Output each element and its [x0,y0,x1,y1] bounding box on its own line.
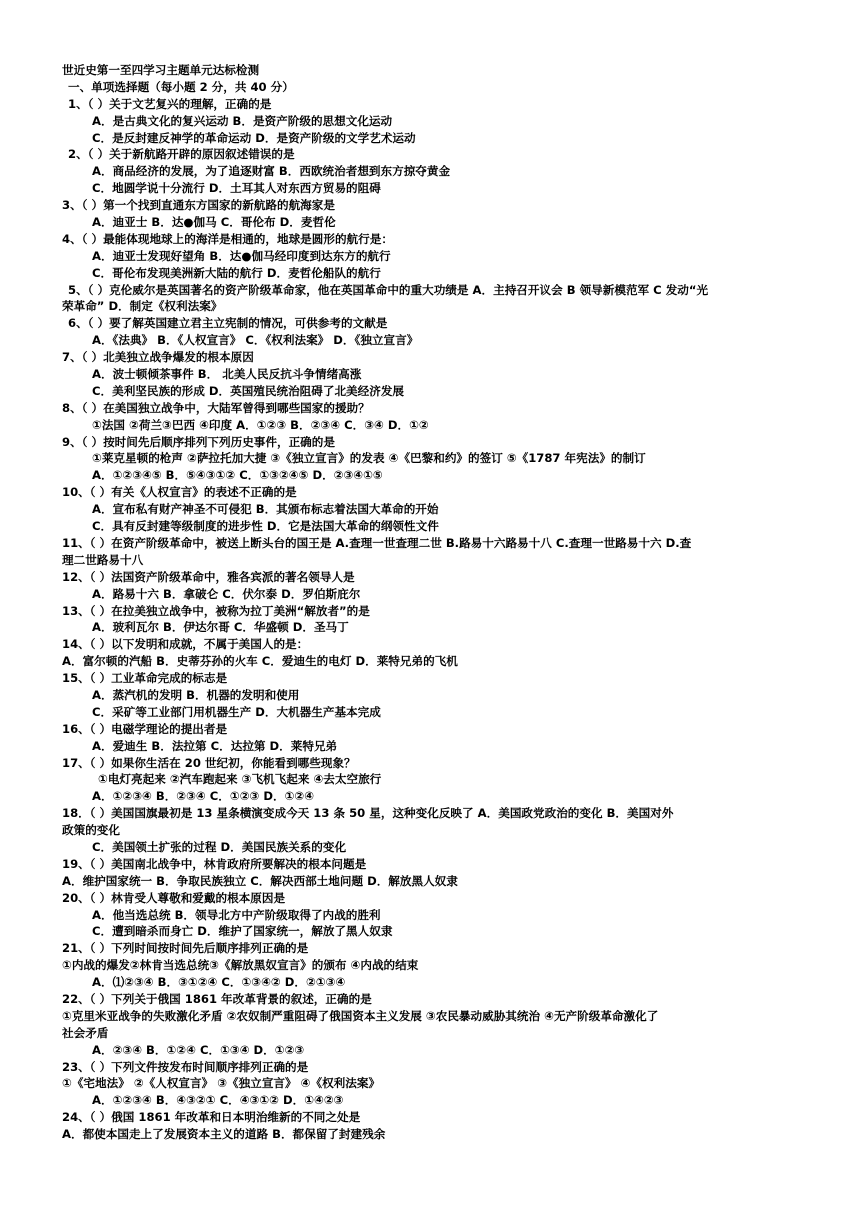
question-line: A．①②③④ B．④③②① C．④③①② D．①④②③ [92,1093,344,1108]
question-line: 政策的变化 [62,823,120,838]
question-line: A．②③④ B．①②④ C．①③④ D．①②③ [92,1042,305,1057]
question-line: 22、（ ）下列关于俄国 1861 年改革背景的叙述，正确的是 [62,991,372,1006]
question-line: 12、（ ）法国资产阶级革命中，雅各宾派的著名领导人是 [62,569,355,584]
question-line: 18．（ ）美国国旗最初是 13 星条横演变成今天 13 条 50 星，这种变化反映了 A．美国政党政治的变化 B．美国对外 [62,806,674,821]
question-line: A．⑴②③④ B．③①②④ C．①③④② D．②①③④ [92,975,346,990]
question-line: 理二世路易十八 [62,552,144,567]
question-line: 23、（ ）下列文件按发布时间顺序排列正确的是 [62,1059,309,1074]
question-line: 荣革命” D．制定《权利法案》 [62,299,223,314]
question-line: ①法国 ②荷兰③巴西 ④印度 A．①②③ B．②③④ C．③④ D．①② [92,417,429,432]
question-line: C．美利坚民族的形成 D．英国殖民统治阻碍了北美经济发展 [92,383,405,398]
question-line: C．地圆学说十分流行 D．土耳其人对东西方贸易的阻碍 [92,181,381,196]
question-line: 9、（ ）按时间先后顺序排列下列历史事件，正确的是 [62,434,335,449]
question-line: ①《宅地法》 ②《人权宣言》 ③《独立宣言》 ④《权利法案》 [62,1076,381,1091]
question-line: 6、（ ）要了解英国建立君主立宪制的情况，可供参考的文献是 [68,316,388,331]
question-line: 4、（ ）最能体现地球上的海洋是相通的，地球是圆形的航行是： [62,231,393,246]
question-line: C．遭到暗杀而身亡 D．维护了国家统一，解放了黑人奴隶 [92,924,393,939]
document-title: 世近史第一至四学习主题单元达标检测 [62,63,260,77]
question-line: A．爱迪生 B．法拉第 C．达拉第 D．莱特兄弟 [92,738,338,753]
question-line: 15、（ ）工业革命完成的标志是 [62,671,228,686]
question-line: 1、（ ）关于文艺复兴的理解，正确的是 [68,96,272,111]
question-line: A．富尔顿的汽船 B．史蒂芬孙的火车 C．爱迪生的电灯 D．莱特兄弟的飞机 [62,654,458,669]
question-line: 21、（ ）下列时间按时间先后顺序排列正确的是 [62,941,309,956]
question-line: 20、（ ）林肯受人尊敬和爱戴的根本原因是 [62,890,286,905]
question-line: 17、（ ）如果你生活在 20 世纪初，你能看到哪些现象？ [62,755,356,770]
question-line: C．是反封建反神学的革命运动 D．是资产阶级的文学艺术运动 [92,130,416,145]
question-line: ①克里米亚战争的失败激化矛盾 ②农奴制严重阻碍了俄国资本主义发展 ③农民暴动威胁其统治 ④无产阶级革命激化了 [62,1008,659,1023]
question-line: C．采矿等工业部门用机器生产 D．大机器生产基本完成 [92,704,381,719]
section-heading: 一、单项选择题（每小题 2 分，共 40 分） [68,79,294,94]
question-line: A．蒸汽机的发明 B．机器的发明和使用 [92,687,300,702]
question-line: A．波士顿倾茶事件 B． 北美人民反抗斗争情绪高涨 [92,367,362,382]
question-line: A．是古典文化的复兴运动 B．是资产阶级的思想文化运动 [92,113,393,128]
question-line: A．路易十六 B．拿破仑 C．伏尔泰 D．罗伯斯庇尔 [92,586,361,601]
question-line: A．迪亚士发现好望角 B．达●伽马经印度到达东方的航行 [92,248,391,263]
question-line: A．①②③④⑤ B．⑤④③①② C．①③②④⑤ D．②③④①⑤ [92,468,383,483]
question-line: 2、（ ）关于新航路开辟的原因叙述错误的是 [68,147,295,162]
question-line: A．宣布私有财产神圣不可侵犯 B．其颁布标志着法国大革命的开始 [92,502,439,517]
question-line: C．哥伦布发现美洲新大陆的航行 D．麦哲伦船队的航行 [92,265,381,280]
question-line: 13、（ ）在拉美独立战争中，被称为拉丁美洲“解放者”的是 [62,603,370,618]
question-line: C．具有反封建等级制度的进步性 D．它是法国大革命的纲领性文件 [92,519,439,534]
question-line: 19、（ ）美国南北战争中，林肯政府所要解决的根本问题是 [62,856,367,871]
question-line: 社会矛盾 [62,1025,109,1040]
question-line: ①电灯亮起来 ②汽车跑起来 ③飞机飞起来 ④去太空旅行 [98,772,382,787]
question-line: A．他当选总统 B．领导北方中产阶级取得了内战的胜利 [92,907,381,922]
question-line: A．商品经济的发展，为了追逐财富 B．西欧统治者想到东方掠夺黄金 [92,164,451,179]
question-line: A．维护国家统一 B．争取民族独立 C．解决西部土地问题 D．解放黑人奴隶 [62,873,458,888]
question-line: 8、（ ）在美国独立战争中，大陆军曾得到哪些国家的援助？ [62,400,370,415]
question-line: ①莱克星顿的枪声 ②萨拉托加大捷 ③《独立宣言》的发表 ④《巴黎和约》的签订 ⑤《1787 年宪法》的制订 [92,451,646,466]
question-line: A．《法典》 B．《人权宣言》 C．《权利法案》 D．《独立宣言》 [92,333,419,348]
question-line: 11、（ ）在资产阶级革命中，被送上断头台的国王是 A.查理一世查理二世 B.路易十六路易十八 C.查理一世路易十六 D.查 [62,535,692,550]
question-line: ①内战的爆发②林肯当选总统③《解放黑奴宣言》的颁布 ④内战的结束 [62,958,419,973]
question-line: 10、（ ）有关《人权宣言》的表述不正确的是 [62,485,297,500]
question-line: 16、（ ）电磁学理论的提出者是 [62,721,228,736]
question-line: A．迪亚士 B．达●伽马 C．哥伦布 D．麦哲伦 [92,215,336,230]
question-line: 3、（ ）第一个找到直通东方国家的新航路的航海家是 [62,198,335,213]
question-line: A．都使本国走上了发展资本主义的道路 B．都保留了封建残余 [62,1127,386,1142]
question-line: A．①②③④ B．②③④ C．①②③ D．①②④ [92,789,315,804]
question-line: A．玻利瓦尔 B．伊达尔哥 C．华盛顿 D．圣马丁 [92,620,349,635]
question-line: 14、（ ）以下发明和成就，不属于美国人的是： [62,637,309,652]
question-line: 24、（ ）俄国 1861 年改革和日本明治维新的不同之处是 [62,1110,361,1125]
question-list [62,96,804,1143]
question-line: C．美国领土扩张的过程 D．美国民族关系的变化 [92,839,347,854]
question-line: 7、（ ）北美独立战争爆发的根本原因 [62,350,254,365]
exam-document [62,62,804,1143]
question-line: 5、（ ）克伦威尔是英国著名的资产阶级革命家，他在英国革命中的重大功绩是 A．主持召开议会 B 领导新模范军 C 发动“光 [68,282,709,297]
